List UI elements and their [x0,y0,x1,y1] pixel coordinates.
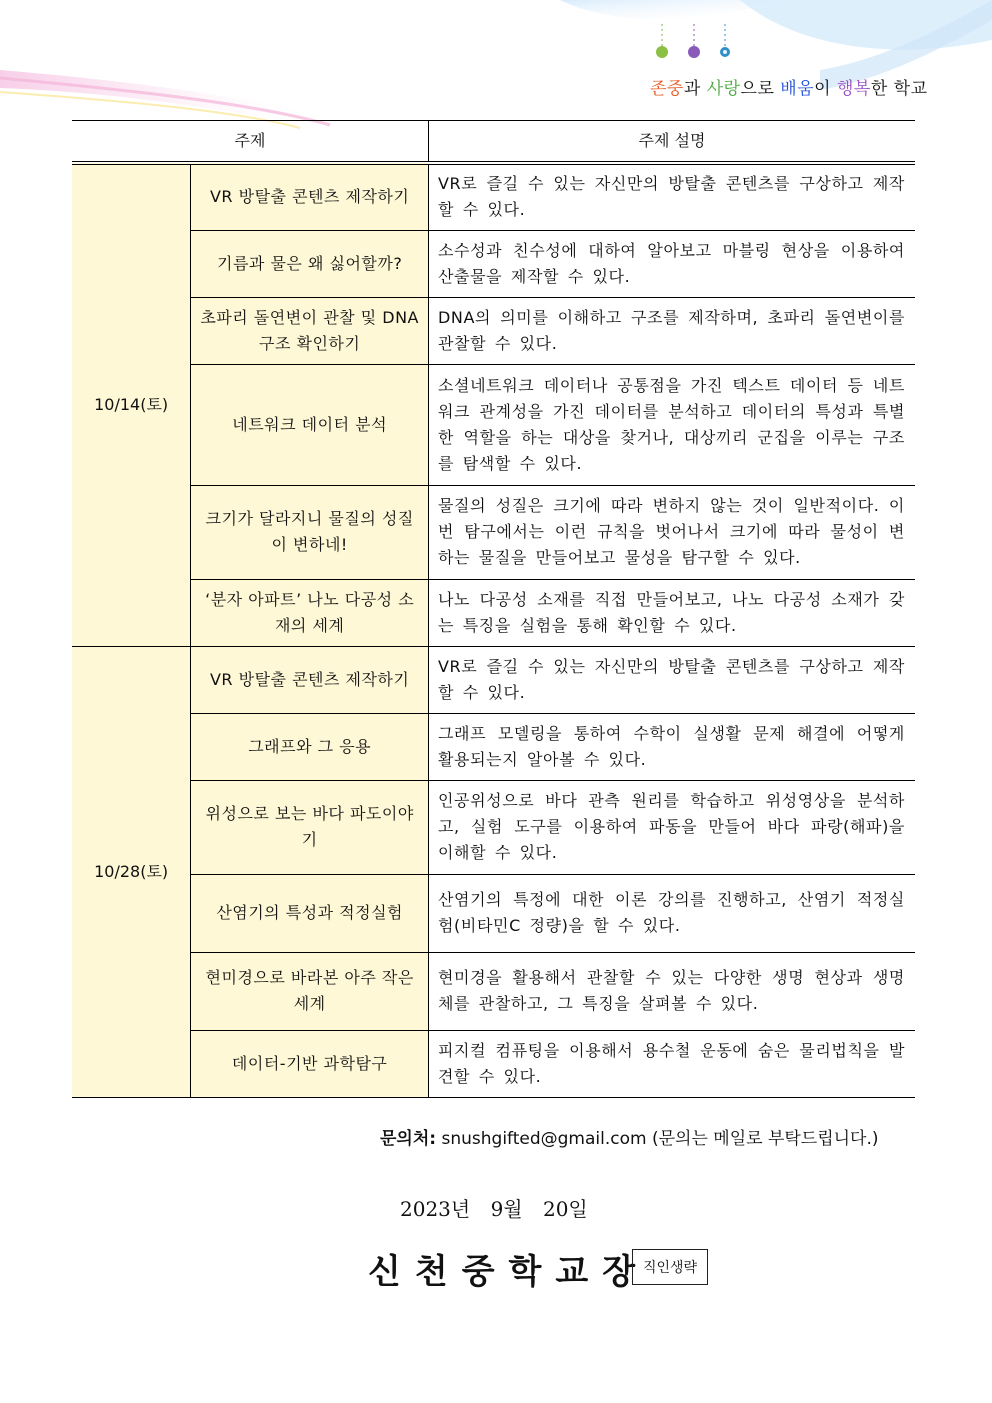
seal-omitted-box: 직인생략 [632,1249,708,1285]
table-row [72,713,915,780]
table-row [72,297,915,364]
description-cell: 피지컬 컴퓨팅을 이용해서 용수철 운동에 숨은 물리법칙을 발견할 수 있다. [429,1030,916,1097]
slogan-part: 한 학교 [870,79,928,99]
principal-title: 신천중학교장 [368,1252,650,1292]
session-date: 10/28(토) [72,646,191,1097]
description-cell: VR로 즐길 수 있는 자신만의 방탈출 콘텐츠를 구상하고 제작할 수 있다. [429,163,916,230]
table-row [72,952,915,1030]
table-row [72,874,915,952]
description-cell: 인공위성으로 바다 관측 원리를 학습하고 위성영상을 분석하고, 실험 도구를 이용하여 파동을 만들어 바다 파랑(해파)을 이해할 수 있다. [429,780,916,874]
table-row [72,364,915,485]
description-cell: DNA의 의미를 이해하고 구조를 제작하며, 초파리 돌연변이를 관찰할 수 있다. [429,297,916,364]
table-row [72,485,915,579]
header-description: 주제 설명 [429,121,916,164]
header-decoration [0,0,992,130]
table-row [72,579,915,646]
description-cell: 현미경을 활용해서 관찰할 수 있는 다양한 생명 현상과 생명체를 관찰하고, 그 특징을 살펴볼 수 있다. [429,952,916,1030]
description-cell: 소셜네트워크 데이터나 공통점을 가진 텍스트 데이터 등 네트워크 관계성을 가진 데이터를 분석하고 데이터의 특성과 특별한 역할을 하는 대상을 찾거나, 대상끼리 군집을 이루는 구조를 탐색할 수 있다. [429,364,916,485]
school-slogan [650,74,928,99]
slogan-part: 존중 [650,79,684,99]
table-row [72,780,915,874]
topic-cell: VR 방탈출 콘텐츠 제작하기 [191,163,429,230]
issue-date: 2023년 9월 20일 [400,1197,588,1221]
description-cell: 그래프 모델링을 통하여 수학이 실생활 문제 해결에 어떻게 활용되는지 알아볼 수 있다. [429,713,916,780]
slogan-part: 행복 [836,79,871,99]
contact-email: snushgifted@gmail.com (문의는 메일로 부탁드립니다.) [441,1129,879,1149]
slogan-part: 으로 [740,79,781,99]
header-topic: 주제 [72,121,429,164]
topic-cell: 데이터-기반 과학탐구 [191,1030,429,1097]
topic-cell: ‘분자 아파트’ 나노 다공성 소재의 세계 [191,579,429,646]
topic-cell: 크기가 달라지니 물질의 성질이 변하네! [191,485,429,579]
contact-label: 문의처: [380,1129,437,1149]
session-date: 10/14(토) [72,163,191,646]
topic-cell: 산염기의 특성과 적정실험 [191,874,429,952]
topic-cell: 기름과 물은 왜 싫어할까? [191,230,429,297]
topic-cell: 현미경으로 바라본 아주 작은 세계 [191,952,429,1030]
topic-cell: 그래프와 그 응용 [191,713,429,780]
table-row [72,646,915,713]
table-row [72,1030,915,1097]
slogan-part: 과 [683,79,707,99]
topic-cell: 위성으로 보는 바다 파도이야기 [191,780,429,874]
slogan-part: 이 [814,79,837,99]
topic-cell: 초파리 돌연변이 관찰 및 DNA 구조 확인하기 [191,297,429,364]
description-cell: 물질의 성질은 크기에 따라 변하지 않는 것이 일반적이다. 이번 탐구에서는 이런 규칙을 벗어나서 크기에 따라 물성이 변하는 물질을 만들어보고 물성을 탐구할 수 있다. [429,485,916,579]
table-row [72,163,915,230]
contact-line [380,1124,879,1149]
description-cell: 소수성과 친수성에 대하여 알아보고 마블링 현상을 이용하여 산출물을 제작할 수 있다. [429,230,916,297]
table-header-row [72,121,915,164]
topic-cell: 네트워크 데이터 분석 [191,364,429,485]
description-cell: 나노 다공성 소재를 직접 만들어보고, 나노 다공성 소재가 갖는 특징을 실험을 통해 확인할 수 있다. [429,579,916,646]
program-table [72,120,915,1098]
slogan-part: 사랑 [706,79,741,99]
decorative-dots [652,24,742,64]
slogan-part: 배움 [780,79,815,99]
description-cell: VR로 즐길 수 있는 자신만의 방탈출 콘텐츠를 구상하고 제작할 수 있다. [429,646,916,713]
description-cell: 산염기의 특정에 대한 이론 강의를 진행하고, 산염기 적정실험(비타민C 정량)을 할 수 있다. [429,874,916,952]
topic-cell: VR 방탈출 콘텐츠 제작하기 [191,646,429,713]
table-row [72,230,915,297]
